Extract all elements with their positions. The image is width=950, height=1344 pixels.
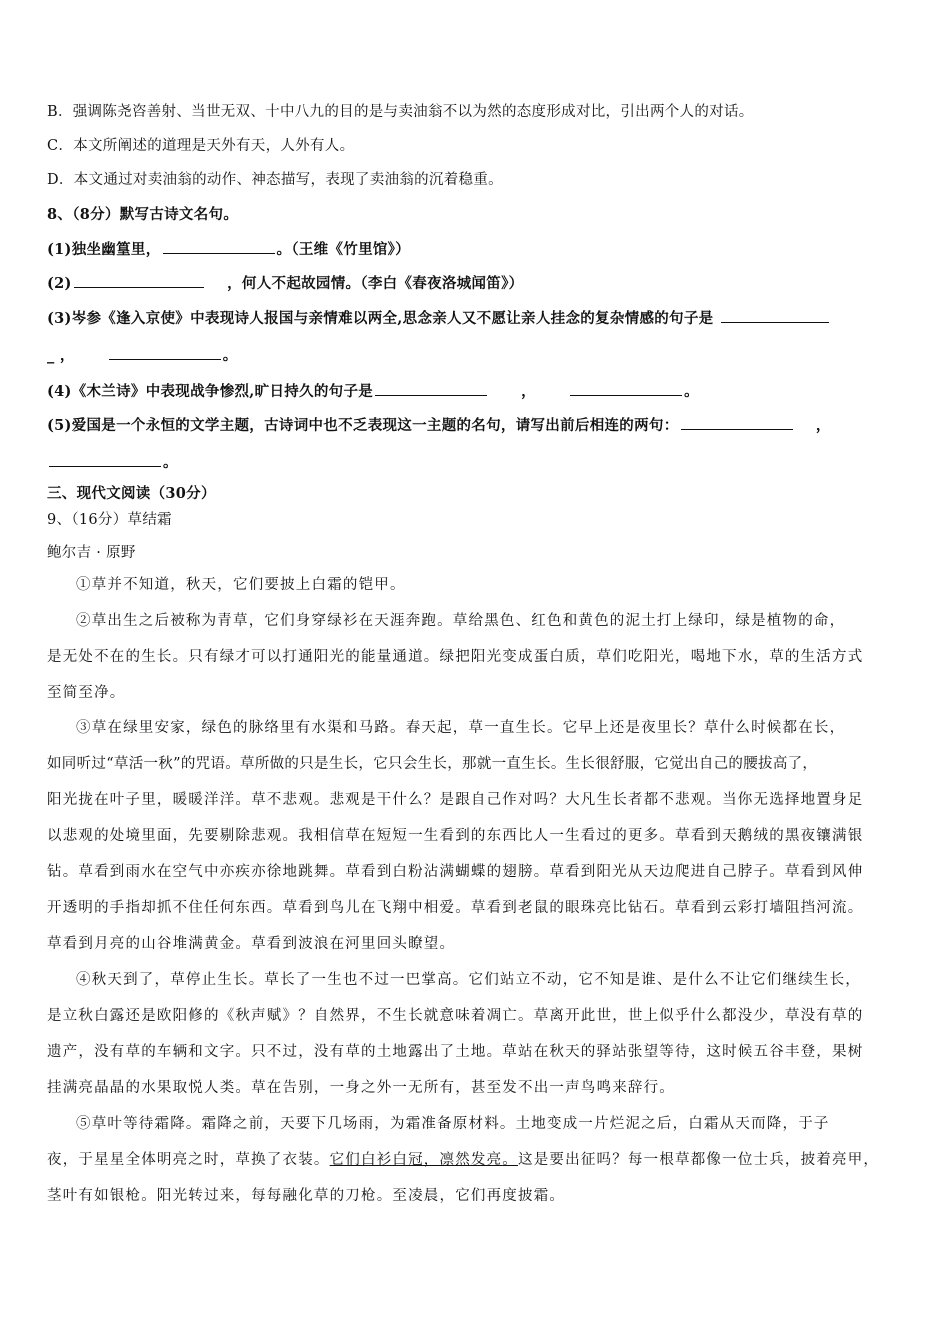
- passage-para-5-line-2: [47, 1150, 879, 1170]
- q8-line-4-comma: ，: [521, 383, 536, 400]
- choice-d: D．本文通过对卖油翁的动作、神态描写，表现了卖油翁的沉着稳重。: [47, 172, 503, 188]
- q8-line-4: [47, 380, 699, 402]
- q8-line-2-num: (2): [47, 275, 72, 292]
- section-3-heading: 三、现代文阅读（30分）: [47, 485, 216, 502]
- q8-line-5-comma: ，: [815, 417, 831, 434]
- choice-c: C．本文所阐述的道理是天外有天，人外有人。: [47, 138, 355, 154]
- answer-blank-5b: [49, 451, 161, 467]
- passage-para-2-line-2: 是无处不在的生长。只有绿才可以打通阳光的能量通道。绿把阳光变成蛋白质，草们吃阳光，喝地下水，草的生活方式: [47, 649, 864, 665]
- passage-para-3-line-4: 以悲观的处境里面，先要剔除悲观。我相信草在短短一生看到的东西比人一生看过的更多。草看到天鹅绒的黑夜镶满银: [47, 828, 864, 844]
- passage-para-3-line-3: 阳光拢在叶子里，暖暖洋洋。草不悲观。悲观是干什么？是跟自己作对吗？大凡生长者都不悲观。当你无选择地置身足: [47, 792, 864, 808]
- answer-blank-5a: [681, 414, 793, 430]
- passage-para-5-line-2-start: 夜，于星星全体明亮之时，草换了衣装。: [47, 1152, 330, 1168]
- choice-b: B．强调陈尧咨善射、当世无双、十中八九的目的是与卖油翁不以为然的态度形成对比，引出两个人的对话。: [47, 104, 754, 120]
- passage-para-5-line-2-end: 这是要出征吗？每一根草都像一位士兵，披着亮甲，: [518, 1152, 880, 1168]
- answer-blank-3b: [109, 344, 221, 360]
- passage-para-5-line-3: 茎叶有如银枪。阳光转过来，每每融化草的刀枪。至凌晨，它们再度披霜。: [47, 1188, 566, 1204]
- passage-para-3-line-5: 钻。草看到雨水在空气中亦疾亦徐地跳舞。草看到白粉沾满蝴蝶的翅膀。草看到阳光从天边爬进自己脖子。草看到风伸: [47, 864, 864, 880]
- q8-line-3-end: 。: [222, 347, 238, 364]
- q8-line-1-text: (1)独坐幽篁里，: [47, 241, 161, 258]
- passage-para-5-line-1: ⑤草叶等待霜降。霜降之前，天要下几场雨，为霜准备原材料。土地变成一片烂泥之后，白霜从天而降，于子: [76, 1116, 830, 1132]
- answer-blank-1: [163, 238, 275, 254]
- q8-line-3-comma: _ ，: [47, 347, 75, 364]
- passage-para-2-line-3: 至简至净。: [47, 685, 126, 701]
- q8-line-5: [47, 414, 831, 436]
- passage-para-4-line-3: 遗产，没有草的车辆和文字。只不过，没有草的土地露出了土地。草站在秋天的驿站张望等待，这时候五谷丰登，果树: [47, 1044, 864, 1060]
- answer-blank-2: [74, 272, 204, 288]
- q8-line-4-end: 。: [684, 383, 699, 400]
- q8-line-2-text: ，何人不起故园情。（李白《春夜洛城闻笛》）: [227, 275, 524, 292]
- q8-line-5-text: (5)爱国是一个永恒的文学主题，古诗词中也不乏表现这一主题的名句，请写出前后相连的两句：: [47, 417, 679, 434]
- passage-para-2-line-1: ②草出生之后被称为青草，它们身穿绿衫在天涯奔跑。草给黑色、红色和黄色的泥土打上绿印，绿是植物的命，: [76, 613, 846, 629]
- q8-line-3-text: (3)岑参《逢入京使》中表现诗人报国与亲情难以两全,思念亲人又不愿让亲人挂念的复杂情感的句子是: [47, 310, 714, 327]
- q8-line-3-cont: [47, 344, 238, 366]
- passage-author: 鲍尔吉 · 原野: [47, 545, 136, 561]
- q8-line-1-source: 。（王维《竹里馆》）: [276, 241, 411, 258]
- passage-para-3-line-6: 开透明的手指却抓不住任何东西。草看到鸟儿在飞翔中相爱。草看到老鼠的眼珠亮比钻石。草看到云彩打墙阻挡河流。: [47, 900, 864, 916]
- q8-line-3: [47, 307, 831, 329]
- q8-line-5-cont: [47, 451, 178, 473]
- answer-blank-4a: [375, 380, 487, 396]
- passage-para-3-line-7: 草看到月亮的山谷堆满黄金。草看到波浪在河里回头瞭望。: [47, 936, 456, 952]
- q8-line-5-end: 。: [163, 454, 178, 471]
- passage-para-4-line-2: 是立秋白露还是欧阳修的《秋声赋》？自然界，不生长就意味着凋亡。草离开此世，世上似乎什么都没少，草没有草的: [47, 1008, 864, 1024]
- passage-para-1: ①草并不知道，秋天，它们要披上白霜的铠甲。: [76, 577, 406, 593]
- q8-line-4-text: (4)《木兰诗》中表现战争惨烈,旷日持久的句子是: [47, 383, 374, 400]
- answer-blank-4b: [570, 380, 682, 396]
- passage-para-3-line-1: ③草在绿里安家，绿色的脉络里有水渠和马路。春天起，草一直生长。它早上还是夜里长？草什么时候都在长，: [76, 720, 846, 736]
- passage-para-4-line-4: 挂满亮晶晶的水果取悦人类。草在告别，一身之外一无所有，甚至发不出一声鸟鸣来辞行。: [47, 1080, 675, 1096]
- q8-line-1: [47, 238, 410, 260]
- underlined-sentence: 它们白衫白冠，凛然发亮。: [329, 1152, 519, 1168]
- passage-para-4-line-1: ④秋天到了，草停止生长。草长了一生也不过一巴掌高。它们站立不动，它不知是谁、是什么不让它们继续生长，: [76, 972, 861, 988]
- question-8-title: 8、（8分）默写古诗文名句。: [47, 206, 239, 223]
- question-9-title: 9、（16分）草结霜: [47, 512, 172, 528]
- passage-para-3-line-2: 如同听过“草活一秋”的咒语。草所做的只是生长，它只会生长，那就一直生长。生长很舒服，它觉出自己的腰拔高了，: [47, 756, 818, 772]
- q8-line-2: [47, 272, 523, 294]
- answer-blank-3a: [721, 307, 829, 323]
